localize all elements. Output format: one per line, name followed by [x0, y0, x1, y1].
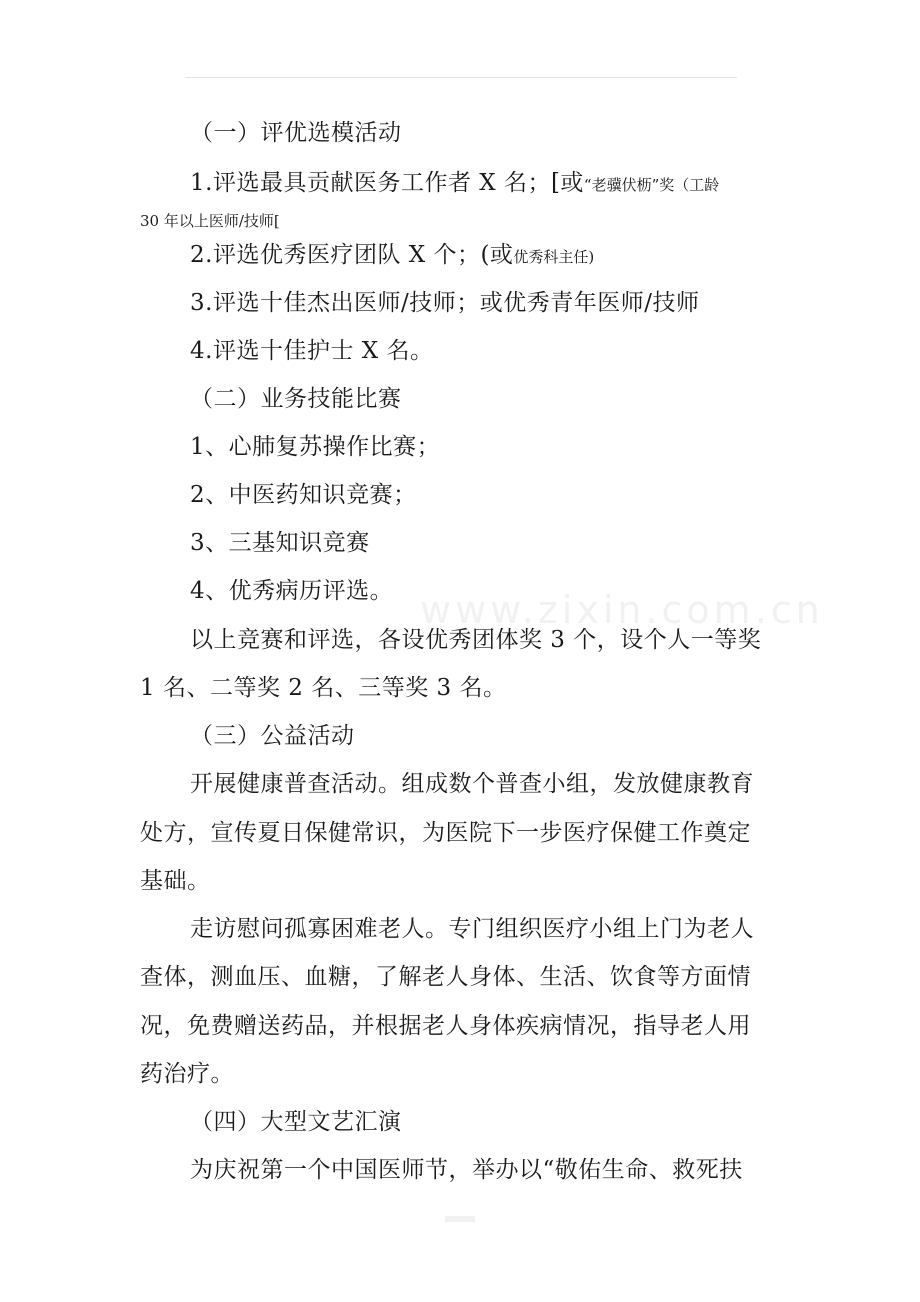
list-item-3: 3.评选十佳杰出医师/技师；或优秀青年医师/技师 — [190, 290, 700, 316]
visit-paragraph-line-3: 况，免费赠送药品，并根据老人身体疾病情况，指导老人用 — [140, 1013, 751, 1039]
gala-paragraph-line-1: 为庆祝第一个中国医师节，举办以“敬佑生命、救死扶 — [190, 1157, 743, 1183]
award-paragraph-line-1: 以上竞赛和评选，各设优秀团体奖 3 个，设个人一等奖 — [190, 627, 762, 653]
list-item-4: 4.评选十佳护士 X 名。 — [190, 338, 434, 364]
skill-item-1: 1、心肺复苏操作比赛； — [190, 434, 441, 460]
health-paragraph-line-2: 处方，宣传夏日保健常识，为医院下一步医疗保健工作奠定 — [140, 820, 751, 846]
list-item-1-continuation: 30 年以上医师/技师[ — [140, 212, 280, 230]
section-heading-1: （一）评优选模活动 — [190, 120, 402, 146]
skill-item-3: 3、三基知识竞赛 — [190, 530, 370, 556]
section-heading-2: （二）业务技能比赛 — [190, 386, 402, 412]
health-paragraph-line-1: 开展健康普查活动。组成数个普查小组，发放健康教育 — [190, 771, 754, 797]
list-item-2 — [190, 240, 594, 272]
visit-paragraph-line-2: 查体，测血压、血糖，了解老人身体、生活、饮食等方面情 — [140, 964, 751, 990]
health-paragraph-line-3: 基础。 — [140, 868, 211, 894]
list-item-1 — [190, 168, 719, 200]
skill-item-4: 4、优秀病历评选。 — [190, 578, 394, 604]
skill-item-2: 2、中医药知识竞赛； — [190, 482, 417, 508]
watermark: www.zixin.com.cn — [420, 588, 824, 632]
section-heading-4: （四）大型文艺汇演 — [190, 1109, 402, 1135]
award-paragraph-line-2: 1 名、二等奖 2 名、三等奖 3 名。 — [140, 675, 507, 701]
list-item-2-small-text: 优秀科主任) — [513, 248, 595, 266]
list-item-2-text: 2.评选优秀医疗团队 X 个；(或 — [190, 242, 514, 268]
header-rule — [185, 77, 737, 78]
list-item-1-text: 1.评选最具贡献医务工作者 X 名；[或 — [190, 170, 584, 196]
visit-paragraph-line-4: 药治疗。 — [140, 1061, 234, 1087]
page-footer-mark — [445, 1216, 475, 1222]
visit-paragraph-line-1: 走访慰问孤寡困难老人。专门组织医疗小组上门为老人 — [190, 916, 754, 942]
list-item-1-small-text: “老骥伏枥”奖（工龄 — [583, 176, 720, 194]
section-heading-3: （三）公益活动 — [190, 723, 355, 749]
